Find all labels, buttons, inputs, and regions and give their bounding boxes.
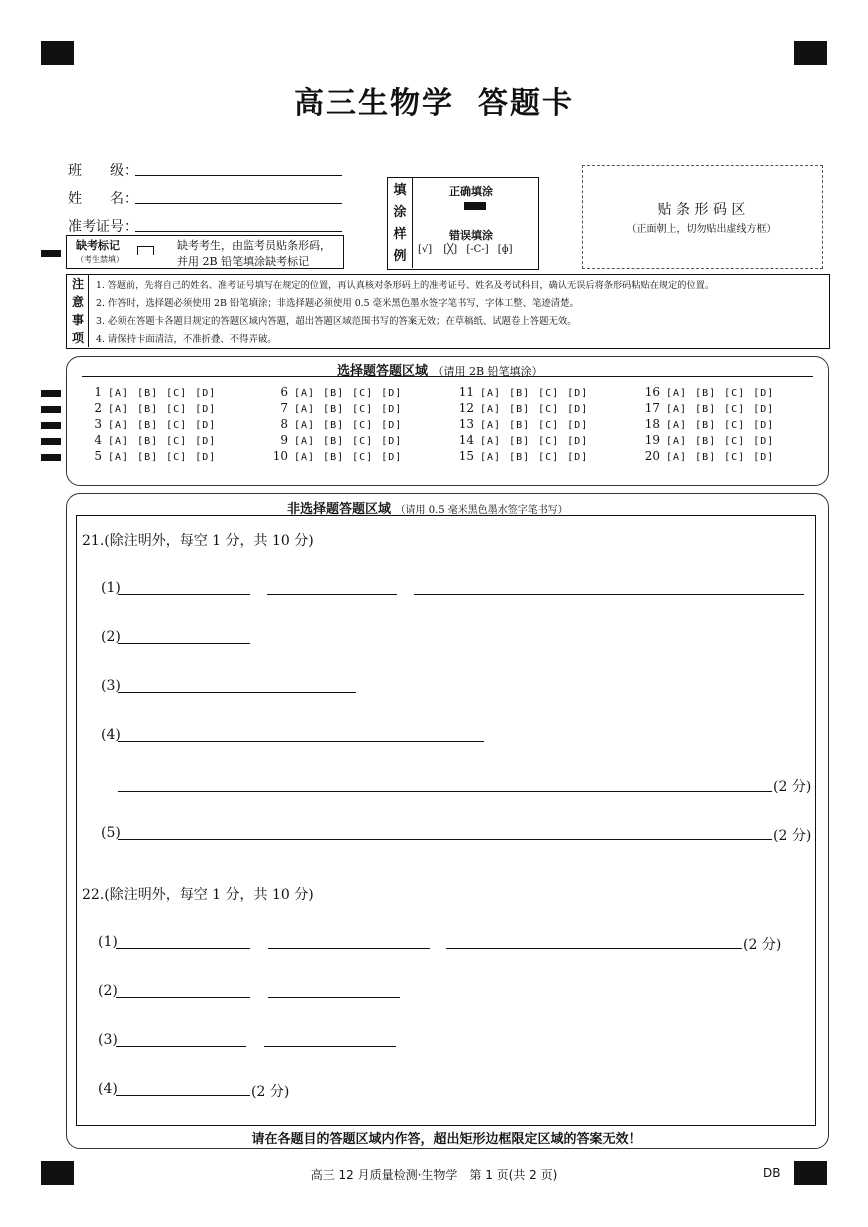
- q21-2-label: (2): [101, 629, 121, 645]
- choice-option-bubble[interactable]: [A]: [108, 420, 130, 431]
- choice-option-bubble[interactable]: [A]: [108, 452, 130, 463]
- q22-3-label: (3): [98, 1032, 118, 1048]
- footer-page-info: 高三 12 月质量检测·生物学 第 1 页(共 2 页): [310, 1168, 558, 1182]
- q21-4-blank-b[interactable]: [118, 791, 772, 792]
- q22-2-blank-b[interactable]: [268, 997, 400, 998]
- timing-mark: [41, 250, 61, 257]
- choice-question-row: [638, 417, 782, 431]
- q21-1-blank-c[interactable]: [414, 594, 804, 595]
- q21-4-points: (2 分): [773, 779, 812, 795]
- timing-mark: [41, 390, 61, 397]
- choice-question-row: [80, 401, 224, 415]
- choice-subtitle: （请用 2B 铅笔填涂）: [432, 365, 543, 378]
- choice-question-row: [266, 385, 410, 399]
- choice-question-number: 3: [94, 417, 102, 431]
- choice-option-bubble[interactable]: [C]: [166, 404, 188, 415]
- choice-option-bubble[interactable]: [C]: [538, 436, 560, 447]
- choice-question-number: 13: [458, 417, 474, 431]
- choice-option-bubble[interactable]: [B]: [695, 452, 717, 463]
- id-field[interactable]: [135, 231, 342, 232]
- choice-question-number: 12: [458, 401, 474, 415]
- choice-question-row: [638, 385, 782, 399]
- barcode-title: 贴 条 形 码 区: [657, 202, 746, 218]
- choice-option-bubble[interactable]: [D]: [567, 420, 589, 431]
- choice-option-bubble[interactable]: [A]: [294, 404, 316, 415]
- choice-option-bubble[interactable]: [C]: [352, 436, 374, 447]
- choice-option-bubble[interactable]: [C]: [166, 436, 188, 447]
- choice-question-row: [80, 417, 224, 431]
- choice-option-bubble[interactable]: [B]: [695, 404, 717, 415]
- choice-option-bubble[interactable]: [D]: [381, 436, 403, 447]
- barcode-sub: （正面朝上，切勿贴出虚线方框）: [626, 224, 777, 235]
- name-label: 姓 名：: [68, 191, 138, 207]
- choice-option-bubble[interactable]: [C]: [166, 420, 188, 431]
- q21-4-label: (4): [101, 727, 121, 743]
- q22-4-points: (2 分): [251, 1084, 290, 1100]
- choice-option-bubble[interactable]: [A]: [666, 436, 688, 447]
- choice-option-bubble[interactable]: [B]: [695, 420, 717, 431]
- absent-sub: （考生禁填）: [76, 255, 124, 264]
- fill-example-char: 样: [393, 227, 407, 242]
- choice-option-bubble[interactable]: [C]: [166, 452, 188, 463]
- choice-option-bubble[interactable]: [D]: [381, 388, 403, 399]
- q21-1-blank-a[interactable]: [118, 594, 250, 595]
- correct-fill-label: 正确填涂: [449, 185, 493, 198]
- q22-1-blank-b[interactable]: [268, 948, 430, 949]
- choice-option-bubble[interactable]: [D]: [381, 404, 403, 415]
- choice-option-bubble[interactable]: [B]: [509, 452, 531, 463]
- choice-option-bubble[interactable]: [D]: [195, 388, 217, 399]
- choice-option-bubble[interactable]: [D]: [567, 404, 589, 415]
- nonchoice-subtitle: （请用 0.5 毫米黑色墨水签字笔书写）: [395, 505, 568, 516]
- choice-option-bubble[interactable]: [B]: [509, 420, 531, 431]
- choice-question-number: 1: [94, 385, 102, 399]
- choice-option-bubble[interactable]: [B]: [509, 388, 531, 399]
- notes-divider: [88, 274, 89, 347]
- choice-option-bubble[interactable]: [C]: [724, 452, 746, 463]
- choice-question-number: 20: [644, 449, 660, 463]
- choice-option-bubble[interactable]: [D]: [195, 452, 217, 463]
- choice-option-bubble[interactable]: [D]: [195, 436, 217, 447]
- choice-option-bubble[interactable]: [A]: [480, 388, 502, 399]
- choice-option-bubble[interactable]: [C]: [538, 388, 560, 399]
- choice-option-bubble[interactable]: [C]: [538, 404, 560, 415]
- choice-option-bubble[interactable]: [A]: [480, 420, 502, 431]
- choice-option-bubble[interactable]: [A]: [480, 436, 502, 447]
- choice-option-bubble[interactable]: [B]: [137, 436, 159, 447]
- wrong-mark-dash: [-C-]: [466, 244, 489, 255]
- choice-option-bubble[interactable]: [C]: [724, 436, 746, 447]
- title-sub: 答题卡: [478, 86, 574, 121]
- q22-1-blank-c[interactable]: [446, 948, 742, 949]
- choice-question-row: [638, 449, 782, 463]
- q21-1-label: (1): [101, 580, 121, 596]
- choice-option-bubble[interactable]: [A]: [480, 404, 502, 415]
- choice-question-row: [452, 401, 596, 415]
- choice-option-bubble[interactable]: [C]: [724, 388, 746, 399]
- q22-4-blank[interactable]: [116, 1095, 250, 1096]
- choice-option-bubble[interactable]: [A]: [666, 420, 688, 431]
- choice-question-number: 19: [644, 433, 660, 447]
- choice-option-bubble[interactable]: [C]: [352, 452, 374, 463]
- choice-option-bubble[interactable]: [D]: [753, 420, 775, 431]
- choice-question-row: [638, 401, 782, 415]
- choice-option-bubble[interactable]: [C]: [538, 420, 560, 431]
- choice-question-number: 11: [458, 385, 474, 399]
- choice-option-bubble[interactable]: [D]: [753, 436, 775, 447]
- choice-option-bubble[interactable]: [C]: [724, 404, 746, 415]
- answer-area-warning: 请在各题目的答题区域内作答，超出矩形边框限定区域的答案无效！: [251, 1132, 642, 1147]
- choice-question-row: [266, 401, 410, 415]
- footer-code: DB: [763, 1166, 781, 1180]
- q21-3-blank[interactable]: [118, 692, 356, 693]
- q21-3-label: (3): [101, 678, 121, 694]
- fill-example-char: 填: [393, 183, 407, 198]
- choice-question-row: [80, 385, 224, 399]
- choice-option-bubble[interactable]: [D]: [567, 452, 589, 463]
- choice-question-number: 16: [644, 385, 660, 399]
- choice-question-row: [452, 449, 596, 463]
- choice-option-bubble[interactable]: [A]: [294, 436, 316, 447]
- wrong-fill-label: 错误填涂: [449, 229, 493, 242]
- choice-question-number: 9: [280, 433, 288, 447]
- q22-3-blank-a[interactable]: [116, 1046, 246, 1047]
- choice-option-bubble[interactable]: [B]: [137, 452, 159, 463]
- choice-option-bubble[interactable]: [D]: [195, 404, 217, 415]
- absent-checkbox[interactable]: [137, 246, 154, 255]
- choice-option-bubble[interactable]: [B]: [137, 420, 159, 431]
- q21-1-blank-b[interactable]: [267, 594, 397, 595]
- note-item: 1. 答题前，先将自己的姓名、准考证号填写在规定的位置，再认真核对条形码上的准考证号、姓名及考试科目，确认无误后将条形码粘贴在规定的位置。: [96, 280, 715, 291]
- notes-char: 事: [71, 313, 84, 327]
- q21-2-blank[interactable]: [118, 643, 250, 644]
- q22-4-label: (4): [98, 1081, 118, 1097]
- choice-option-bubble[interactable]: [C]: [352, 388, 374, 399]
- q22-1-blank-a[interactable]: [116, 948, 250, 949]
- choice-option-bubble[interactable]: [A]: [294, 452, 316, 463]
- choice-question-number: 7: [280, 401, 288, 415]
- choice-option-bubble[interactable]: [B]: [509, 436, 531, 447]
- fill-example-char: 涂: [393, 205, 407, 220]
- wrong-mark-cross: [╳]: [443, 244, 458, 255]
- choice-option-bubble[interactable]: [A]: [108, 436, 130, 447]
- choice-option-bubble[interactable]: [D]: [753, 404, 775, 415]
- wrong-mark-check: [√]: [418, 244, 433, 255]
- wrong-fill-samples: [418, 244, 513, 255]
- notes-char: 注: [71, 277, 84, 291]
- choice-option-bubble[interactable]: [A]: [108, 388, 130, 399]
- q21-5-points: (2 分): [773, 828, 812, 844]
- choice-question-number: 8: [280, 417, 288, 431]
- q22-2-blank-a[interactable]: [116, 997, 250, 998]
- q22-heading: 22.(除注明外，每空 1 分，共 10 分): [82, 887, 314, 903]
- choice-option-bubble[interactable]: [A]: [666, 452, 688, 463]
- choice-option-bubble[interactable]: [B]: [509, 404, 531, 415]
- choice-question-row: [80, 449, 224, 463]
- title-main: 高三生物学: [294, 86, 454, 121]
- wrong-mark-circle: [ɸ]: [497, 244, 513, 255]
- absent-line2: 并用 2B 铅笔填涂缺考标记: [177, 255, 310, 268]
- choice-option-bubble[interactable]: [D]: [753, 452, 775, 463]
- choice-option-bubble[interactable]: [D]: [567, 388, 589, 399]
- choice-option-bubble[interactable]: [A]: [294, 388, 316, 399]
- corner-mark-top-right: [794, 41, 827, 65]
- fill-example-vertical: [390, 180, 410, 268]
- choice-option-bubble[interactable]: [C]: [724, 420, 746, 431]
- choice-option-bubble[interactable]: [B]: [323, 436, 345, 447]
- q21-4-blank-a[interactable]: [118, 741, 484, 742]
- q22-2-label: (2): [98, 983, 118, 999]
- absent-label: 缺考标记: [76, 239, 120, 252]
- choice-option-bubble[interactable]: [B]: [695, 388, 717, 399]
- note-item: 4. 请保持卡面清洁，不准折叠、不得弄破。: [96, 334, 277, 345]
- choice-option-bubble[interactable]: [D]: [381, 452, 403, 463]
- choice-option-bubble[interactable]: [B]: [323, 388, 345, 399]
- class-field[interactable]: [135, 175, 342, 176]
- q21-5-label: (5): [101, 825, 121, 841]
- notes-char: 项: [71, 331, 84, 345]
- choice-question-row: [452, 385, 596, 399]
- choice-option-bubble[interactable]: [D]: [381, 420, 403, 431]
- choice-option-bubble[interactable]: [D]: [195, 420, 217, 431]
- nonchoice-answer-frame: [76, 515, 816, 1126]
- choice-option-bubble[interactable]: [A]: [294, 420, 316, 431]
- choice-option-bubble[interactable]: [A]: [108, 404, 130, 415]
- fill-example-divider: [412, 177, 413, 268]
- fill-example-char: 例: [393, 249, 407, 264]
- choice-option-bubble[interactable]: [A]: [480, 452, 502, 463]
- q22-1-label: (1): [98, 934, 118, 950]
- corner-mark-top-left: [41, 41, 74, 65]
- choice-option-bubble[interactable]: [B]: [323, 420, 345, 431]
- absent-line1: 缺考考生，由监考员贴条形码，: [177, 239, 331, 252]
- choice-option-bubble[interactable]: [B]: [695, 436, 717, 447]
- q22-1-points: (2 分): [743, 937, 782, 953]
- choice-option-bubble[interactable]: [A]: [666, 388, 688, 399]
- choice-question-number: 4: [94, 433, 102, 447]
- choice-question-number: 5: [94, 449, 102, 463]
- q22-3-blank-b[interactable]: [264, 1046, 396, 1047]
- timing-mark: [41, 438, 61, 445]
- choice-question-number: 18: [644, 417, 660, 431]
- timing-mark: [41, 422, 61, 429]
- choice-question-row: [80, 433, 224, 447]
- choice-option-bubble[interactable]: [B]: [323, 404, 345, 415]
- choice-question-row: [638, 433, 782, 447]
- id-label: 准考证号：: [68, 219, 138, 235]
- notes-vertical: [68, 275, 88, 347]
- choice-question-number: 6: [280, 385, 288, 399]
- choice-title-text: 选择题答题区域: [337, 364, 429, 379]
- choice-question-number: 10: [272, 449, 288, 463]
- timing-mark: [41, 406, 61, 413]
- choice-question-row: [452, 417, 596, 431]
- correct-fill-sample: [464, 202, 486, 210]
- choice-option-bubble[interactable]: [D]: [567, 436, 589, 447]
- timing-mark: [41, 454, 61, 461]
- notes-char: 意: [71, 295, 84, 309]
- choice-option-bubble[interactable]: [B]: [323, 452, 345, 463]
- choice-option-bubble[interactable]: [C]: [352, 420, 374, 431]
- q21-5-blank[interactable]: [118, 839, 772, 840]
- choice-title-rule: [82, 376, 813, 377]
- note-item: 2. 作答时，选择题必须使用 2B 铅笔填涂；非选择题必须使用 0.5 毫米黑色墨水签字笔书写，字体工整、笔迹清楚。: [96, 298, 579, 309]
- choice-question-row: [266, 417, 410, 431]
- choice-option-bubble[interactable]: [C]: [166, 388, 188, 399]
- choice-option-bubble[interactable]: [A]: [666, 404, 688, 415]
- choice-option-bubble[interactable]: [D]: [753, 388, 775, 399]
- choice-question-number: 17: [644, 401, 660, 415]
- note-item: 3. 必须在答题卡各题目规定的答题区域内答题，超出答题区域范围书写的答案无效；在草稿纸、试题卷上答题无效。: [96, 316, 577, 327]
- nonchoice-title-text: 非选择题答题区域: [287, 502, 392, 517]
- choice-question-row: [266, 433, 410, 447]
- choice-question-number: 15: [458, 449, 474, 463]
- choice-question-row: [266, 449, 410, 463]
- choice-option-bubble[interactable]: [C]: [538, 452, 560, 463]
- choice-option-bubble[interactable]: [B]: [137, 388, 159, 399]
- class-label: 班 级：: [68, 163, 138, 179]
- q21-heading: 21.(除注明外，每空 1 分，共 10 分): [82, 533, 314, 549]
- choice-question-row: [452, 433, 596, 447]
- choice-question-number: 14: [458, 433, 474, 447]
- choice-option-bubble[interactable]: [C]: [352, 404, 374, 415]
- page-title: [0, 78, 868, 122]
- choice-option-bubble[interactable]: [B]: [137, 404, 159, 415]
- name-field[interactable]: [135, 203, 342, 204]
- choice-question-number: 2: [94, 401, 102, 415]
